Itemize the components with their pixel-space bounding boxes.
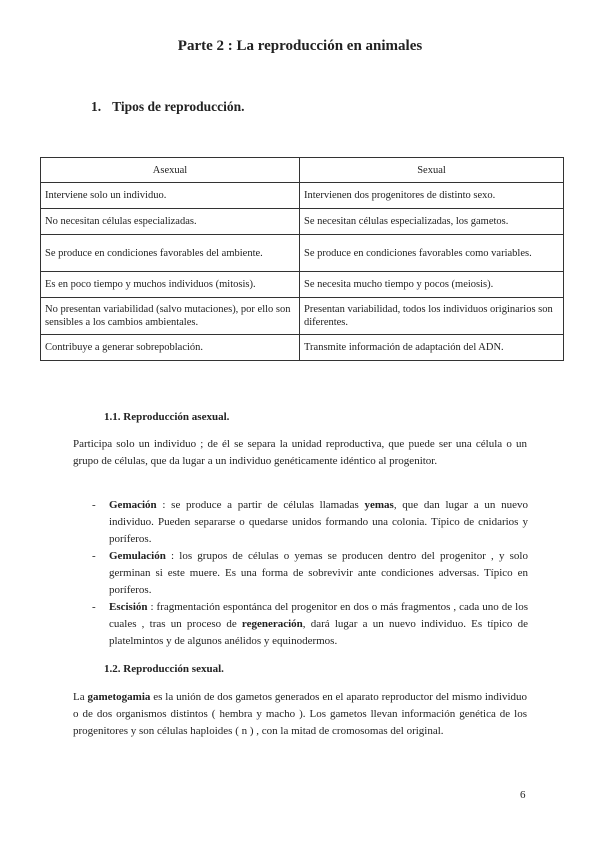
table-cell: Se necesitan células especializadas, los gametos. [300, 209, 564, 235]
bullet-term: Escisión [109, 601, 148, 613]
subsection-heading-sexual: 1.2. Reproducción sexual. [104, 663, 224, 675]
table-header-sexual: Sexual [300, 158, 564, 183]
subsection-heading-asexual: 1.1. Reproducción asexual. [104, 411, 230, 423]
bullet-dash: - [92, 601, 96, 613]
table-row [41, 209, 564, 235]
table-row [41, 183, 564, 209]
list-item: - Escisión : fragmentación espontánca del progenitor en dos o más fragmentos , cada uno de los cuales , tras un proceso de regeneración, dará lugar a un nuevo individuo. Es típico de platelmintos y de algunos anélidos y equinodermos. [92, 601, 528, 647]
table-cell: Contribuye a generar sobrepoblación. [41, 335, 300, 361]
table-cell: Se necesita mucho tiempo y pocos (meiosis). [300, 272, 564, 298]
table-cell: No presentan variabilidad (salvo mutaciones), por ello son sensibles a los cambios ambientales. [41, 298, 300, 335]
bullet-dash: - [92, 499, 96, 511]
asexual-paragraph: Participa solo un individuo ; de él se separa la unidad reproductiva, que puede ser una célula o un grupo de células, que da lugar a un individuo genéticamente idéntico al progenitor. [73, 438, 527, 467]
table-row [41, 235, 564, 272]
sexual-paragraph: La gametogamia es la unión de dos gametos generados en el aparato reproductor del mismo individuo o de dos organismos distintos ( hembra y macho ). Los gametos llevan información genética de los progenitores y son células haploides ( n ) , con la mitad de cromosomas del original. [73, 691, 528, 737]
gametogamia-term: gametogamia [87, 691, 151, 703]
table-cell: Es en poco tiempo y muchos individuos (mitosis). [41, 272, 300, 298]
table-cell: Se produce en condiciones favorables como variables. [300, 235, 564, 272]
asexual-types-list [92, 497, 528, 650]
table-cell: Se produce en condiciones favorables del ambiente. [41, 235, 300, 272]
reproduction-comparison-table [40, 157, 564, 361]
bullet-term: Gemulación [109, 550, 166, 562]
list-item: - Gemulación : los grupos de células o yemas se producen dentro del progenitor , y solo germinan si este muere. Es una forma de sobrevivir ante condiciones adversas. Típico en poríferos. [92, 550, 528, 596]
table-cell: Intervienen dos progenitores de distinto sexo. [300, 183, 564, 209]
section-number: 1. [91, 99, 102, 114]
page-title: Parte 2 : La reproducción en animales [177, 38, 423, 54]
table-cell: Interviene solo un individuo. [41, 183, 300, 209]
list-item: - Gemación : se produce a partir de células llamadas yemas, que dan lugar a un nuevo individuo. Pueden separarse o quedarse unidos formando una colonia. Típico de cnidarios y poríferos. [92, 499, 528, 545]
table-row [41, 335, 564, 361]
table-header-asexual: Asexual [41, 158, 300, 183]
page-number: 6 [520, 789, 526, 801]
table-row [41, 298, 564, 335]
table-cell: No necesitan células especializadas. [41, 209, 300, 235]
table-row [41, 272, 564, 298]
bullet-dash: - [92, 550, 96, 562]
table-cell: Presentan variabilidad, todos los individuos originarios son diferentes. [300, 298, 564, 335]
bullet-term: Gemación [109, 499, 157, 511]
table-header-row [41, 158, 564, 183]
section-title: Tipos de reproducción. [112, 99, 245, 114]
table-cell: Transmite información de adaptación del ADN. [300, 335, 564, 361]
section-heading [91, 99, 245, 115]
